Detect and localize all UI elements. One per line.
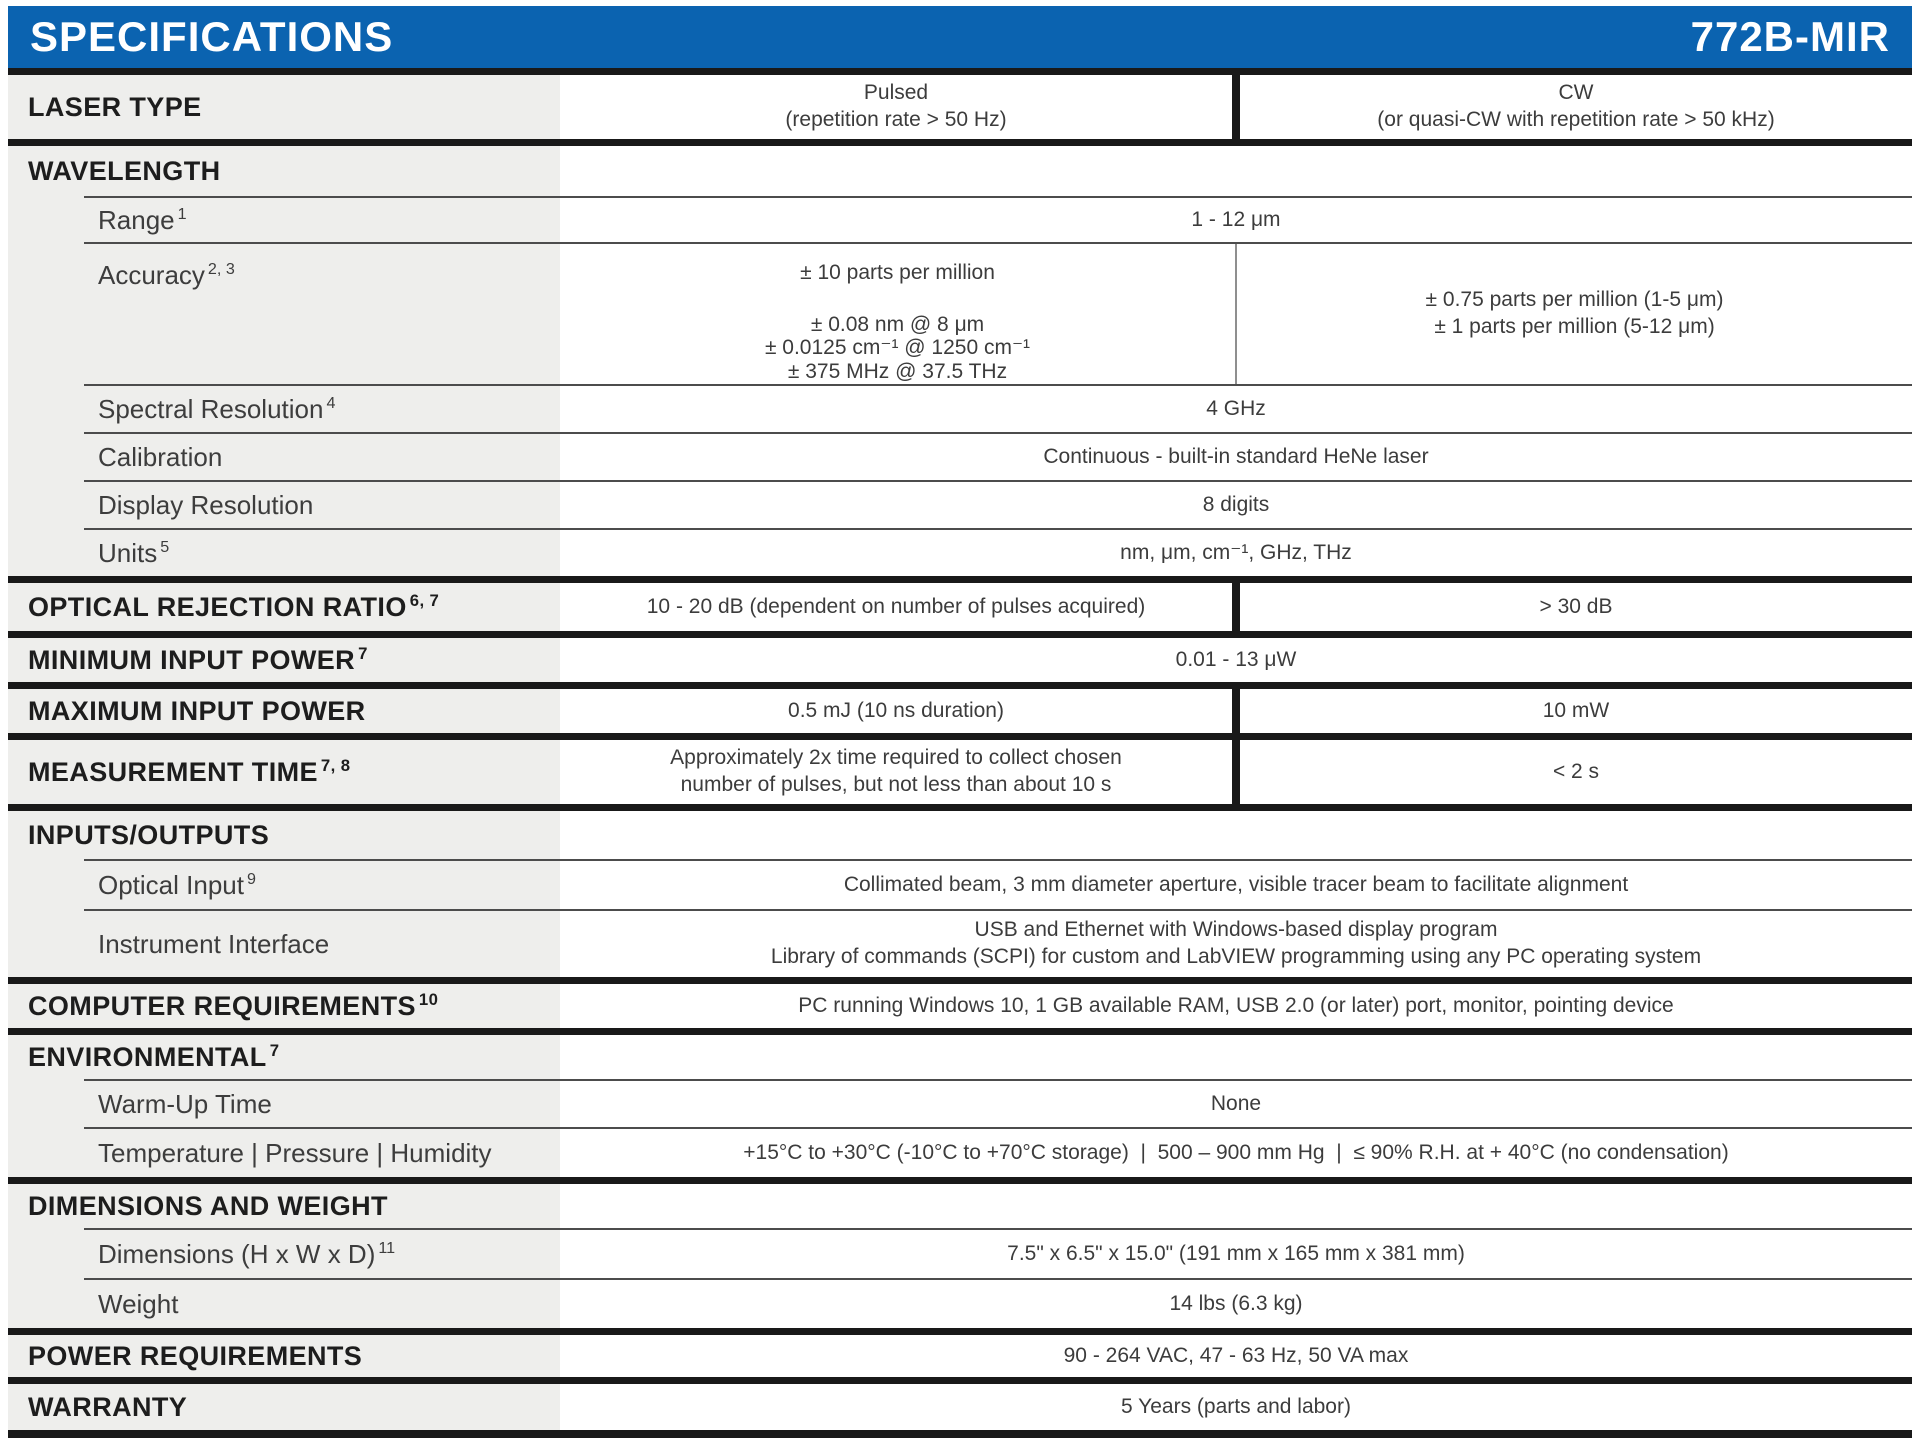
orr-pulsed-value: 10 - 20 dB (dependent on number of pulses acquired) — [646, 594, 1146, 618]
pulsed-column-subtitle: (repetition rate > 50 Hz) — [785, 108, 1007, 131]
header-band — [8, 6, 1912, 68]
inputs-outputs-label-text: INPUTS/OUTPUTS — [28, 819, 270, 850]
range-footnote: 1 — [177, 204, 187, 223]
measurement-time-pulsed-line: Approximately 2x time required to collect chosen — [670, 746, 1122, 770]
warm-up-time-value: None — [1210, 1091, 1262, 1115]
range-label — [8, 198, 560, 242]
cw-column-subtitle: (or quasi-CW with repetition rate > 50 kHz) — [1377, 108, 1775, 131]
max-power-values — [560, 689, 1912, 733]
inputs-outputs-empty — [560, 811, 1912, 859]
laser-type-label — [8, 75, 560, 139]
row-units — [8, 530, 1912, 576]
spectral-resolution-footnote: 4 — [326, 393, 336, 412]
tph-values — [560, 1129, 1912, 1177]
row-spectral-resolution — [8, 386, 1912, 432]
orr-cw-value: > 30 dB — [1539, 594, 1613, 618]
section-divider — [8, 1177, 1912, 1184]
spectral-resolution-values — [560, 386, 1912, 432]
max-power-pulsed-value: 0.5 mJ (10 ns duration) — [788, 698, 1004, 722]
orr-label-text: OPTICAL REJECTION RATIO $^{6, 7}$ — [28, 591, 440, 622]
min-power-label-text: MINIMUM INPUT POWER $^7$ — [28, 644, 368, 675]
display-resolution-value: 8 digits — [1202, 492, 1270, 516]
column-divider — [1232, 740, 1240, 804]
warranty-value: 5 Years (parts and labor) — [1121, 1394, 1351, 1418]
row-accuracy — [8, 244, 1912, 384]
dimensions-footnote: 11 — [378, 1238, 396, 1257]
header-divider — [8, 68, 1912, 75]
minimum-input-power-value: 0.01 - 13 μW — [1175, 647, 1297, 671]
row-measurement-time — [8, 740, 1912, 804]
computer-requirements-label — [8, 984, 560, 1028]
dimensions-weight-section-label — [8, 1184, 560, 1228]
min-power-footnote: 7 — [358, 644, 368, 663]
range-label-text: Range $^1$ — [98, 204, 187, 235]
accuracy-label — [8, 244, 560, 384]
row-warranty — [8, 1384, 1912, 1430]
section-divider — [8, 1377, 1912, 1384]
row-range — [8, 198, 1912, 242]
table-bottom-rule — [8, 1430, 1912, 1438]
row-inputs-outputs-header — [8, 811, 1912, 859]
min-power-values — [560, 638, 1912, 682]
power-requirements-values — [560, 1335, 1912, 1377]
section-divider — [8, 733, 1912, 740]
row-calibration — [8, 434, 1912, 480]
row-dimensions — [8, 1230, 1912, 1278]
weight-label — [8, 1280, 560, 1328]
dimensions-label — [8, 1230, 560, 1278]
power-requirements-value: 90 - 264 VAC, 47 - 63 Hz, 50 VA max — [1063, 1343, 1409, 1367]
environmental-empty — [560, 1035, 1912, 1079]
power-requirements-label-text: POWER REQUIREMENTS — [28, 1340, 363, 1371]
units-label-text: Units $^5$ — [98, 537, 170, 568]
weight-label-text: Weight — [98, 1288, 179, 1319]
accuracy-pulsed-line: ± 0.0125 cm⁻¹ @ 1250 cm⁻¹ — [764, 336, 1031, 360]
row-warm-up-time — [8, 1081, 1912, 1127]
power-requirements-label — [8, 1335, 560, 1377]
spec-table — [8, 75, 1912, 1438]
measurement-time-pulsed-cell — [560, 740, 1232, 804]
dimensions-value: 7.5" x 6.5" x 15.0" (191 mm x 165 mm x 381 mm) — [1007, 1241, 1465, 1265]
units-label — [8, 530, 560, 576]
warm-up-time-label-text: Warm-Up Time — [98, 1088, 272, 1119]
spectral-resolution-label — [8, 386, 560, 432]
dimensions-weight-empty — [560, 1184, 1912, 1228]
spec-sheet-page — [8, 0, 1912, 1438]
row-maximum-input-power — [8, 689, 1912, 733]
dimensions-weight-label-text: DIMENSIONS AND WEIGHT — [28, 1190, 388, 1221]
wavelength-section-label — [8, 146, 560, 196]
row-weight — [8, 1280, 1912, 1328]
dimensions-label-text: Dimensions (H x W x D) $^{11}$ — [98, 1238, 396, 1269]
optical-input-value: Collimated beam, 3 mm diameter aperture, visible tracer beam to facilitate alignment — [843, 872, 1629, 896]
measurement-time-pulsed-line: number of pulses, but not less than about 10 s — [680, 773, 1112, 796]
row-instrument-interface — [8, 911, 1912, 977]
range-value: 1 - 12 μm — [1191, 207, 1281, 231]
weight-values — [560, 1280, 1912, 1328]
warranty-label — [8, 1384, 560, 1430]
page-title: SPECIFICATIONS — [30, 13, 394, 60]
measurement-time-footnote: 7, 8 — [320, 756, 351, 775]
row-temperature-pressure-humidity — [8, 1129, 1912, 1177]
row-wavelength-header — [8, 146, 1912, 196]
optical-input-footnote: 9 — [246, 869, 256, 888]
computer-requirements-values — [560, 984, 1912, 1028]
section-divider — [8, 804, 1912, 811]
display-resolution-label — [8, 482, 560, 528]
wavelength-label-text: WAVELENGTH — [28, 155, 221, 186]
section-divider — [8, 139, 1912, 146]
display-resolution-label-text: Display Resolution — [98, 489, 314, 520]
optical-input-label-text: Optical Input $^9$ — [98, 869, 256, 900]
warm-up-time-values — [560, 1081, 1912, 1127]
accuracy-footnote: 2, 3 — [207, 260, 235, 279]
instrument-interface-values — [560, 911, 1912, 977]
section-divider — [8, 977, 1912, 984]
minimum-input-power-label — [8, 638, 560, 682]
row-environmental-header — [8, 1035, 1912, 1079]
max-power-label-text: MAXIMUM INPUT POWER — [28, 695, 366, 726]
units-footnote: 5 — [160, 537, 170, 556]
tph-label-text: Temperature | Pressure | Humidity — [98, 1137, 492, 1168]
column-divider — [1232, 583, 1240, 631]
instrument-interface-label-text: Instrument Interface — [98, 928, 330, 959]
orr-values — [560, 583, 1912, 631]
pulsed-column-title: Pulsed — [863, 81, 929, 105]
wavelength-empty — [560, 146, 1912, 196]
section-divider — [8, 1328, 1912, 1335]
range-values — [560, 198, 1912, 242]
calibration-values — [560, 434, 1912, 480]
calibration-value: Continuous - built-in standard HeNe laser — [1043, 444, 1429, 468]
maximum-input-power-label — [8, 689, 560, 733]
accuracy-cw-line: ± 1 parts per million (5-12 μm) — [1434, 315, 1715, 338]
accuracy-label-text: Accuracy $^{2, 3}$ — [98, 260, 235, 290]
temperature-pressure-humidity-value: +15°C to +30°C (-10°C to +70°C storage) | 500 – 900 mm Hg | ≤ 90% R.H. at + 40°C (no condensation) — [743, 1140, 1729, 1164]
accuracy-pulsed-cell — [560, 244, 1235, 384]
environmental-footnote: 7 — [269, 1041, 280, 1060]
accuracy-pulsed-ppm: ± 10 parts per million — [800, 261, 995, 284]
calibration-label — [8, 434, 560, 480]
instrument-interface-label — [8, 911, 560, 977]
measurement-time-label — [8, 740, 560, 804]
computer-requirements-label-text: COMPUTER REQUIREMENTS $^{10}$ — [28, 990, 439, 1021]
row-optical-rejection-ratio — [8, 583, 1912, 631]
laser-type-label-text: LASER TYPE — [28, 91, 202, 122]
warm-up-time-label — [8, 1081, 560, 1127]
display-resolution-values — [560, 482, 1912, 528]
measurement-time-values — [560, 740, 1912, 804]
column-divider — [1232, 75, 1240, 139]
model-number: 772B-MIR — [1690, 13, 1890, 60]
optical-rejection-ratio-label — [8, 583, 560, 631]
units-values — [560, 530, 1912, 576]
accuracy-pulsed-line: ± 375 MHz @ 37.5 THz — [787, 359, 1008, 383]
spectral-resolution-label-text: Spectral Resolution $^4$ — [98, 393, 336, 424]
measurement-time-label-text: MEASUREMENT TIME $^{7, 8}$ — [28, 756, 351, 787]
instrument-interface-line: USB and Ethernet with Windows-based display program — [974, 918, 1498, 942]
row-power-requirements — [8, 1335, 1912, 1377]
computer-requirements-value: PC running Windows 10, 1 GB available RAM, USB 2.0 (or later) port, monitor, pointing device — [798, 993, 1674, 1017]
orr-footnote: 6, 7 — [409, 591, 440, 610]
instrument-interface-line: Library of commands (SCPI) for custom and LabVIEW programming using any PC operating system — [770, 945, 1702, 968]
units-value: nm, μm, cm⁻¹, GHz, THz — [1120, 540, 1352, 564]
row-dimensions-weight-header — [8, 1184, 1912, 1228]
accuracy-cw-cell — [1237, 244, 1912, 384]
section-divider — [8, 682, 1912, 689]
accuracy-cw-line: ± 0.75 parts per million (1-5 μm) — [1425, 288, 1724, 312]
optical-input-values — [560, 861, 1912, 909]
laser-type-values — [560, 75, 1912, 139]
temperature-pressure-humidity-label — [8, 1129, 560, 1177]
row-display-resolution — [8, 482, 1912, 528]
max-power-cw-value: 10 mW — [1542, 698, 1610, 722]
row-minimum-input-power — [8, 638, 1912, 682]
row-computer-requirements — [8, 984, 1912, 1028]
measurement-time-cw-value: < 2 s — [1552, 759, 1600, 783]
computer-requirements-footnote: 10 — [418, 990, 439, 1009]
instrument-interface-value — [560, 911, 1912, 977]
optical-input-label — [8, 861, 560, 909]
warranty-label-text: WARRANTY — [28, 1391, 188, 1422]
accuracy-pulsed-line: ± 0.08 nm @ 8 μm — [810, 312, 985, 336]
column-divider — [1232, 689, 1240, 733]
cw-column-title: CW — [1558, 81, 1594, 105]
calibration-label-text: Calibration — [98, 441, 223, 472]
section-divider — [8, 1028, 1912, 1035]
environmental-section-label — [8, 1035, 560, 1079]
weight-value: 14 lbs (6.3 kg) — [1169, 1291, 1303, 1315]
spectral-resolution-value: 4 GHz — [1206, 396, 1266, 420]
accuracy-values — [560, 244, 1912, 384]
laser-type-cw-cell — [1240, 75, 1912, 139]
dimensions-values — [560, 1230, 1912, 1278]
laser-type-pulsed-cell — [560, 75, 1232, 139]
section-divider — [8, 631, 1912, 638]
row-laser-type — [8, 75, 1912, 139]
inputs-outputs-section-label — [8, 811, 560, 859]
row-optical-input — [8, 861, 1912, 909]
section-divider — [8, 576, 1912, 583]
environmental-label-text: ENVIRONMENTAL $^7$ — [28, 1041, 280, 1072]
warranty-values — [560, 1384, 1912, 1430]
